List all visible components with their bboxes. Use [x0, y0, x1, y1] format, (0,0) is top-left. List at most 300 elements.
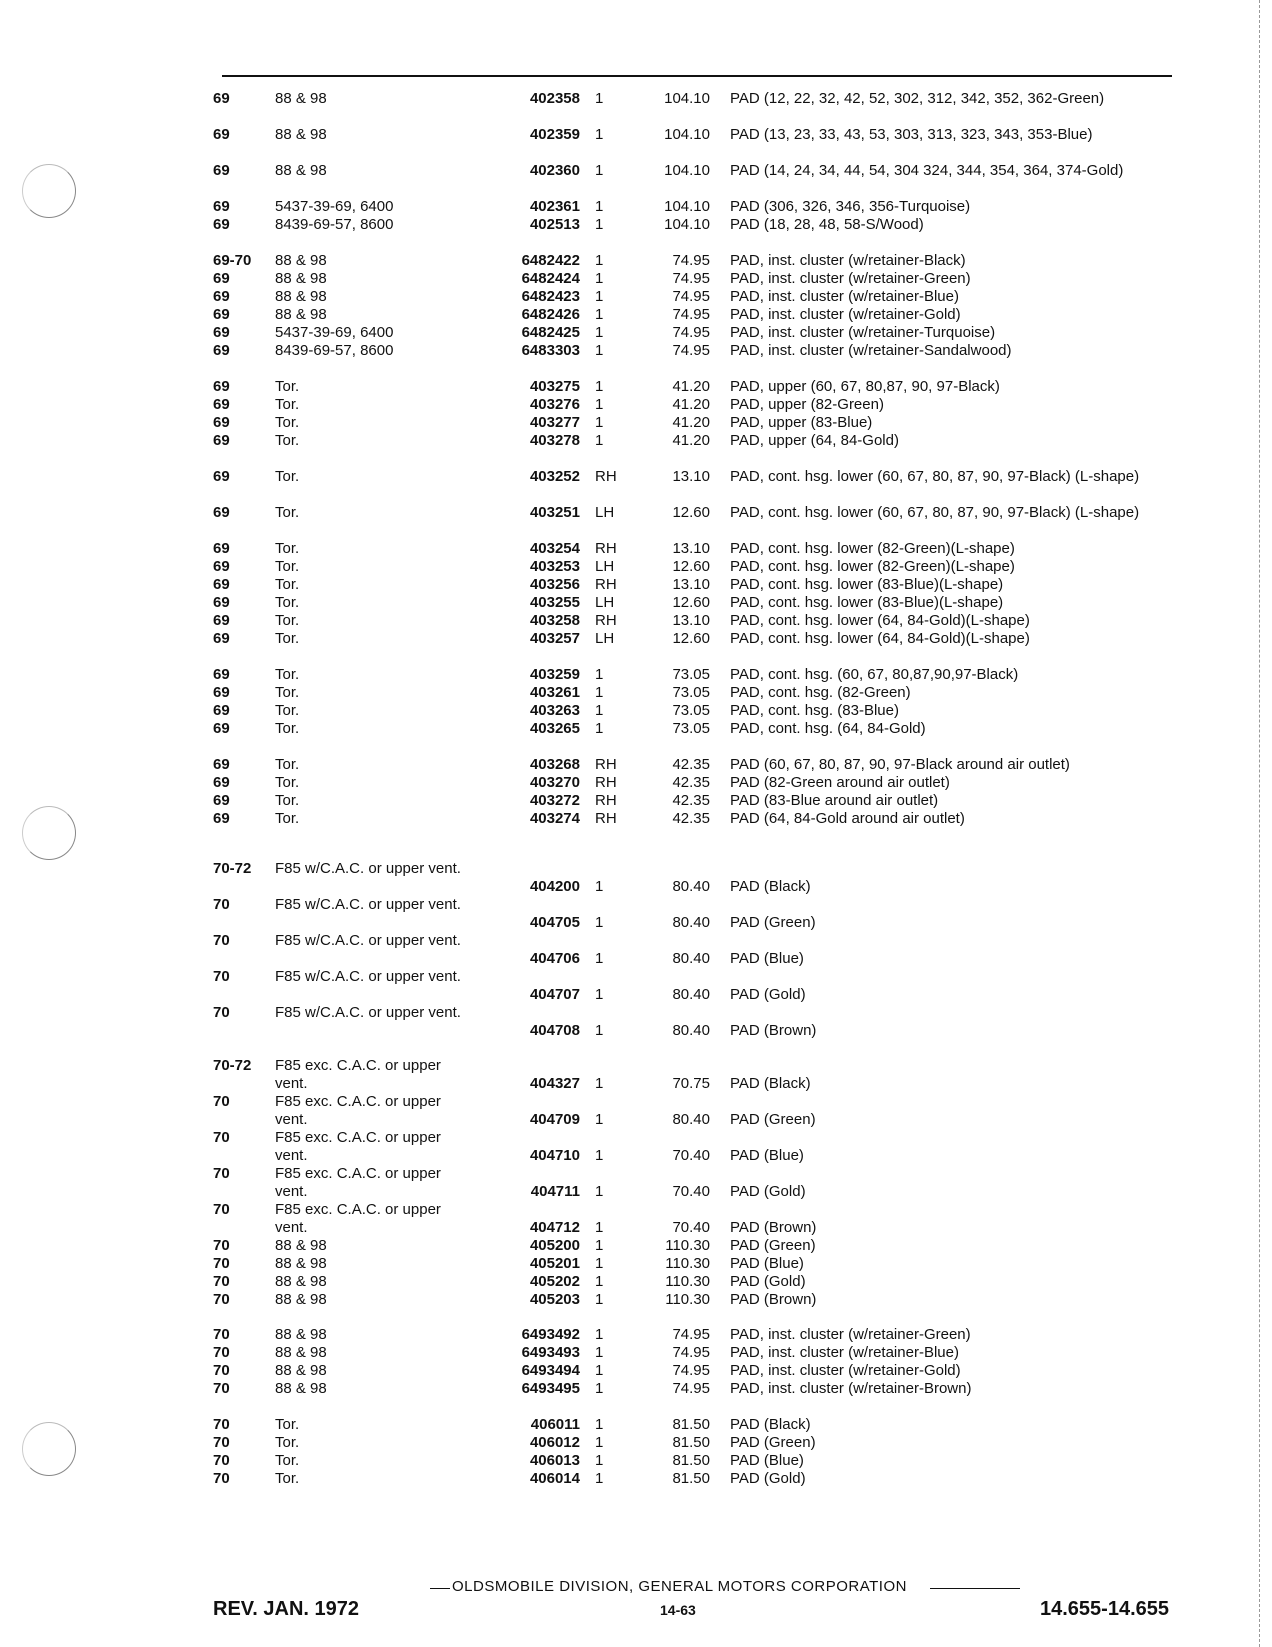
price-cell: 42.35 — [672, 810, 710, 827]
quantity-cell: RH — [595, 540, 617, 557]
year-cell: 70 — [213, 1291, 230, 1308]
part-number-cell: 404712 — [529, 1219, 580, 1236]
description-cell: PAD (Blue) — [730, 1452, 804, 1469]
part-number-cell: 403261 — [529, 684, 580, 701]
part-number-cell: 404706 — [529, 950, 580, 967]
quantity-cell: 1 — [595, 1326, 604, 1343]
table-row — [0, 1470, 1272, 1510]
year-cell: 69 — [213, 558, 230, 575]
price-cell: 70.40 — [672, 1183, 710, 1200]
quantity-cell: LH — [595, 504, 615, 521]
table-row — [0, 342, 1272, 382]
description-cell: PAD (Brown) — [730, 1291, 817, 1308]
model-cell: 8439-69-57, 8600 — [275, 216, 394, 233]
table-row — [0, 90, 1272, 130]
description-cell: PAD, upper (83-Blue) — [730, 414, 873, 431]
part-number-cell: 403254 — [529, 540, 580, 557]
model-cell: 5437-39-69, 6400 — [275, 324, 394, 341]
model-cell: 88 & 98 — [275, 1237, 327, 1254]
quantity-cell: 1 — [595, 396, 604, 413]
description-cell: PAD (306, 326, 346, 356-Turquoise) — [730, 198, 971, 215]
model-cell: Tor. — [275, 504, 300, 521]
description-cell: PAD (Green) — [730, 914, 816, 931]
model-cell: Tor. — [275, 594, 300, 611]
price-cell: 41.20 — [672, 432, 710, 449]
year-cell: 69 — [213, 576, 230, 593]
part-number-cell: 404200 — [529, 878, 580, 895]
description-cell: PAD, inst. cluster (w/retainer-Turquoise) — [730, 324, 996, 341]
description-cell: PAD (Green) — [730, 1434, 816, 1451]
year-cell: 69 — [213, 270, 230, 287]
model-cell: Tor. — [275, 702, 300, 719]
quantity-cell: 1 — [595, 1111, 604, 1128]
quantity-cell: 1 — [595, 198, 604, 215]
quantity-cell: 1 — [595, 432, 604, 449]
quantity-cell: 1 — [595, 1452, 604, 1469]
year-cell: 69 — [213, 612, 230, 629]
year-cell: 69 — [213, 702, 230, 719]
model-cell: 88 & 98 — [275, 1362, 327, 1379]
description-cell: PAD (Black) — [730, 1416, 811, 1433]
price-cell: 110.30 — [665, 1291, 710, 1308]
price-cell: 81.50 — [672, 1470, 710, 1487]
table-row — [0, 162, 1272, 202]
part-number-cell: 6483303 — [521, 342, 580, 359]
part-number-cell: 6493494 — [521, 1362, 580, 1379]
year-cell: 69 — [213, 792, 230, 809]
year-cell: 69 — [213, 594, 230, 611]
price-cell: 74.95 — [672, 324, 710, 341]
price-cell: 74.95 — [672, 252, 710, 269]
price-cell: 74.95 — [672, 1362, 710, 1379]
part-number-cell: 403277 — [529, 414, 580, 431]
model-cell: 88 & 98 — [275, 126, 327, 143]
year-cell: 69 — [213, 414, 230, 431]
description-cell: PAD, inst. cluster (w/retainer-Brown) — [730, 1380, 972, 1397]
model-cell: Tor. — [275, 378, 300, 395]
year-cell: 69 — [213, 162, 230, 179]
price-cell: 104.10 — [664, 126, 710, 143]
model-cell: Tor. — [275, 414, 300, 431]
description-cell: PAD, cont. hsg. lower (83-Blue)(L-shape) — [730, 594, 1004, 611]
price-cell: 73.05 — [672, 720, 710, 737]
price-cell: 73.05 — [672, 684, 710, 701]
model-cell: F85 exc. C.A.C. or upper vent. — [275, 1057, 441, 1092]
table-row — [0, 1093, 1272, 1133]
table-row — [0, 432, 1272, 472]
part-number-cell: 403258 — [529, 612, 580, 629]
price-cell: 42.35 — [672, 774, 710, 791]
quantity-cell: 1 — [595, 1255, 604, 1272]
table-row — [0, 1165, 1272, 1205]
footer-rule-left — [430, 1588, 450, 1589]
part-number-cell: 403259 — [529, 666, 580, 683]
description-cell: PAD, upper (64, 84-Gold) — [730, 432, 899, 449]
model-cell: F85 exc. C.A.C. or upper vent. — [275, 1129, 441, 1164]
year-cell: 70 — [213, 932, 230, 949]
model-cell: F85 w/C.A.C. or upper vent. — [275, 932, 461, 949]
description-cell: PAD (13, 23, 33, 43, 53, 303, 313, 323, 343, 353-Blue) — [730, 126, 1093, 143]
description-cell: PAD, inst. cluster (w/retainer-Black) — [730, 252, 966, 269]
part-number-cell: 403272 — [529, 792, 580, 809]
year-cell: 70 — [213, 1434, 230, 1451]
quantity-cell: 1 — [595, 950, 604, 967]
table-row — [0, 630, 1272, 670]
year-cell: 70 — [213, 1470, 230, 1487]
description-cell: PAD, cont. hsg. lower (82-Green)(L-shape) — [730, 540, 1015, 557]
description-cell: PAD (Blue) — [730, 1147, 804, 1164]
part-number-cell: 404707 — [529, 986, 580, 1003]
description-cell: PAD (Blue) — [730, 950, 804, 967]
description-cell: PAD, upper (60, 67, 80,87, 90, 97-Black) — [730, 378, 1000, 395]
description-cell: PAD (82-Green around air outlet) — [730, 774, 950, 791]
table-row — [0, 1004, 1272, 1044]
quantity-cell: RH — [595, 468, 617, 485]
part-number-cell: 405202 — [529, 1273, 580, 1290]
year-cell: 69 — [213, 396, 230, 413]
quantity-cell: 1 — [595, 666, 604, 683]
year-cell: 70 — [213, 896, 230, 913]
year-cell: 70 — [213, 1273, 230, 1290]
model-cell: Tor. — [275, 576, 300, 593]
price-cell: 80.40 — [672, 878, 710, 895]
model-cell: F85 exc. C.A.C. or upper vent. — [275, 1165, 441, 1200]
part-number-cell: 402361 — [529, 198, 580, 215]
part-number-cell: 403276 — [529, 396, 580, 413]
price-cell: 41.20 — [672, 396, 710, 413]
year-cell: 70 — [213, 1416, 230, 1433]
model-cell: 88 & 98 — [275, 1255, 327, 1272]
price-cell: 74.95 — [672, 1326, 710, 1343]
model-cell: Tor. — [275, 666, 300, 683]
part-number-cell: 403257 — [529, 630, 580, 647]
quantity-cell: 1 — [595, 162, 604, 179]
year-cell: 69 — [213, 468, 230, 485]
year-cell: 69 — [213, 90, 230, 107]
description-cell: PAD (18, 28, 48, 58-S/Wood) — [730, 216, 924, 233]
model-cell: 88 & 98 — [275, 1326, 327, 1343]
year-cell: 69 — [213, 504, 230, 521]
part-number-cell: 406013 — [529, 1452, 580, 1469]
part-number-cell: 6482425 — [521, 324, 580, 341]
quantity-cell: 1 — [595, 1416, 604, 1433]
quantity-cell: 1 — [595, 324, 604, 341]
description-cell: PAD, cont. hsg. (60, 67, 80,87,90,97-Black) — [730, 666, 1019, 683]
model-cell: 88 & 98 — [275, 1344, 327, 1361]
price-cell: 12.60 — [672, 504, 710, 521]
year-cell: 70 — [213, 1326, 230, 1343]
quantity-cell: 1 — [595, 126, 604, 143]
price-cell: 70.75 — [672, 1075, 710, 1092]
quantity-cell: RH — [595, 774, 617, 791]
quantity-cell: 1 — [595, 1273, 604, 1290]
description-cell: PAD (Brown) — [730, 1219, 817, 1236]
quantity-cell: 1 — [595, 702, 604, 719]
price-cell: 13.10 — [672, 468, 710, 485]
quantity-cell: 1 — [595, 378, 604, 395]
part-number-cell: 403256 — [529, 576, 580, 593]
year-cell: 69 — [213, 216, 230, 233]
quantity-cell: RH — [595, 576, 617, 593]
quantity-cell: RH — [595, 810, 617, 827]
year-cell: 70 — [213, 1452, 230, 1469]
part-number-cell: 6482423 — [521, 288, 580, 305]
table-row — [0, 1201, 1272, 1241]
description-cell: PAD (Blue) — [730, 1255, 804, 1272]
quantity-cell: RH — [595, 612, 617, 629]
price-cell: 104.10 — [664, 216, 710, 233]
section-reference: 14.655-14.655 — [1039, 1598, 1169, 1620]
quantity-cell: 1 — [595, 1380, 604, 1397]
model-cell: Tor. — [275, 432, 300, 449]
table-row — [0, 1380, 1272, 1420]
table-row — [0, 896, 1272, 936]
model-cell: Tor. — [275, 1452, 300, 1469]
price-cell: 80.40 — [672, 1022, 710, 1039]
description-cell: PAD (Green) — [730, 1237, 816, 1254]
quantity-cell: 1 — [595, 342, 604, 359]
quantity-cell: 1 — [595, 1470, 604, 1487]
description-cell: PAD, inst. cluster (w/retainer-Gold) — [730, 1362, 961, 1379]
year-cell: 69 — [213, 342, 230, 359]
description-cell: PAD, inst. cluster (w/retainer-Green) — [730, 1326, 971, 1343]
quantity-cell: 1 — [595, 216, 604, 233]
model-cell: F85 exc. C.A.C. or upper vent. — [275, 1093, 441, 1128]
table-row — [0, 1291, 1272, 1331]
price-cell: 81.50 — [672, 1434, 710, 1451]
price-cell: 13.10 — [672, 540, 710, 557]
year-cell: 70 — [213, 968, 230, 985]
year-cell: 70 — [213, 1004, 230, 1021]
part-number-cell: 405200 — [529, 1237, 580, 1254]
part-number-cell: 403265 — [529, 720, 580, 737]
model-cell: Tor. — [275, 756, 300, 773]
description-cell: PAD (Gold) — [730, 1183, 806, 1200]
price-cell: 80.40 — [672, 1111, 710, 1128]
description-cell: PAD (12, 22, 32, 42, 52, 302, 312, 342, 352, 362-Green) — [730, 90, 1105, 107]
model-cell: Tor. — [275, 684, 300, 701]
quantity-cell: 1 — [595, 288, 604, 305]
model-cell: Tor. — [275, 792, 300, 809]
quantity-cell: 1 — [595, 306, 604, 323]
model-cell: Tor. — [275, 774, 300, 791]
table-row — [0, 1129, 1272, 1169]
year-cell: 70 — [213, 1165, 230, 1182]
price-cell: 73.05 — [672, 666, 710, 683]
part-number-cell: 402360 — [529, 162, 580, 179]
quantity-cell: 1 — [595, 1434, 604, 1451]
year-cell: 69 — [213, 288, 230, 305]
model-cell: 88 & 98 — [275, 90, 327, 107]
price-cell: 70.40 — [672, 1219, 710, 1236]
quantity-cell: 1 — [595, 1183, 604, 1200]
model-cell: Tor. — [275, 540, 300, 557]
part-number-cell: 404705 — [529, 914, 580, 931]
price-cell: 74.95 — [672, 288, 710, 305]
description-cell: PAD, cont. hsg. lower (64, 84-Gold)(L-shape) — [730, 630, 1030, 647]
quantity-cell: LH — [595, 594, 615, 611]
part-number-cell: 6493493 — [521, 1344, 580, 1361]
part-number-cell: 403263 — [529, 702, 580, 719]
price-cell: 42.35 — [672, 756, 710, 773]
quantity-cell: 1 — [595, 1075, 604, 1092]
part-number-cell: 406014 — [529, 1470, 580, 1487]
year-cell: 70 — [213, 1344, 230, 1361]
revision-date: REV. JAN. 1972 — [213, 1598, 360, 1620]
price-cell: 13.10 — [672, 612, 710, 629]
quantity-cell: 1 — [595, 1022, 604, 1039]
part-number-cell: 403274 — [529, 810, 580, 827]
part-number-cell: 402359 — [529, 126, 580, 143]
part-number-cell: 403278 — [529, 432, 580, 449]
part-number-cell: 403275 — [529, 378, 580, 395]
price-cell: 13.10 — [672, 576, 710, 593]
description-cell: PAD (Black) — [730, 878, 811, 895]
description-cell: PAD (83-Blue around air outlet) — [730, 792, 939, 809]
table-row — [0, 810, 1272, 850]
quantity-cell: RH — [595, 756, 617, 773]
quantity-cell: LH — [595, 558, 615, 575]
model-cell: 88 & 98 — [275, 252, 327, 269]
quantity-cell: 1 — [595, 1147, 604, 1164]
description-cell: PAD, upper (82-Green) — [730, 396, 884, 413]
model-cell: F85 w/C.A.C. or upper vent. — [275, 896, 461, 913]
year-cell: 70 — [213, 1362, 230, 1379]
description-cell: PAD, cont. hsg. (82-Green) — [730, 684, 911, 701]
part-number-cell: 404711 — [530, 1183, 580, 1200]
price-cell: 104.10 — [664, 198, 710, 215]
table-row — [0, 126, 1272, 166]
part-number-cell: 403251 — [529, 504, 580, 521]
part-number-cell: 6493492 — [521, 1326, 580, 1343]
price-cell: 81.50 — [672, 1416, 710, 1433]
year-cell: 69 — [213, 540, 230, 557]
part-number-cell: 403253 — [529, 558, 580, 575]
table-row — [0, 720, 1272, 760]
model-cell: Tor. — [275, 810, 300, 827]
description-cell: PAD, inst. cluster (w/retainer-Blue) — [730, 288, 959, 305]
model-cell: Tor. — [275, 720, 300, 737]
description-cell: PAD, inst. cluster (w/retainer-Sandalwood) — [730, 342, 1012, 359]
quantity-cell: 1 — [595, 1219, 604, 1236]
quantity-cell: 1 — [595, 1291, 604, 1308]
year-cell: 69 — [213, 324, 230, 341]
model-cell: Tor. — [275, 1470, 300, 1487]
price-cell: 74.95 — [672, 1344, 710, 1361]
year-cell: 69 — [213, 432, 230, 449]
year-cell: 70 — [213, 1093, 230, 1110]
year-cell: 70 — [213, 1255, 230, 1272]
price-cell: 12.60 — [672, 558, 710, 575]
description-cell: PAD, cont. hsg. lower (82-Green)(L-shape) — [730, 558, 1015, 575]
quantity-cell: 1 — [595, 270, 604, 287]
description-cell: PAD (64, 84-Gold around air outlet) — [730, 810, 965, 827]
description-cell: PAD, cont. hsg. lower (64, 84-Gold)(L-shape) — [730, 612, 1030, 629]
part-number-cell: 403255 — [529, 594, 580, 611]
quantity-cell: 1 — [595, 1237, 604, 1254]
table-row — [0, 860, 1272, 900]
price-cell: 104.10 — [664, 90, 710, 107]
price-cell: 12.60 — [672, 630, 710, 647]
year-cell: 69 — [213, 810, 230, 827]
quantity-cell: LH — [595, 630, 615, 647]
model-cell: Tor. — [275, 1434, 300, 1451]
year-cell: 69 — [213, 378, 230, 395]
part-number-cell: 404710 — [529, 1147, 580, 1164]
description-cell: PAD, inst. cluster (w/retainer-Green) — [730, 270, 971, 287]
quantity-cell: 1 — [595, 1362, 604, 1379]
price-cell: 104.10 — [664, 162, 710, 179]
description-cell: PAD, inst. cluster (w/retainer-Gold) — [730, 306, 961, 323]
quantity-cell: 1 — [595, 986, 604, 1003]
year-cell: 69 — [213, 774, 230, 791]
table-row — [0, 932, 1272, 972]
price-cell: 81.50 — [672, 1452, 710, 1469]
year-cell: 69 — [213, 198, 230, 215]
year-cell: 70-72 — [213, 1057, 252, 1074]
table-row — [0, 968, 1272, 1008]
part-number-cell: 404327 — [529, 1075, 580, 1092]
quantity-cell: 1 — [595, 684, 604, 701]
year-cell: 70 — [213, 1201, 230, 1218]
footer-division: OLDSMOBILE DIVISION, GENERAL MOTORS CORPORATION — [452, 1578, 907, 1595]
price-cell: 74.95 — [672, 306, 710, 323]
quantity-cell: RH — [595, 792, 617, 809]
description-cell: PAD (Gold) — [730, 986, 806, 1003]
year-cell: 70 — [213, 1129, 230, 1146]
model-cell: F85 w/C.A.C. or upper vent. — [275, 968, 461, 985]
description-cell: PAD (Gold) — [730, 1273, 806, 1290]
description-cell: PAD (Gold) — [730, 1470, 806, 1487]
model-cell: 88 & 98 — [275, 270, 327, 287]
description-cell: PAD (Brown) — [730, 1022, 817, 1039]
quantity-cell: 1 — [595, 90, 604, 107]
model-cell: 8439-69-57, 8600 — [275, 342, 394, 359]
year-cell: 69 — [213, 684, 230, 701]
price-cell: 74.95 — [672, 342, 710, 359]
part-number-cell: 403268 — [529, 756, 580, 773]
part-number-cell: 406012 — [529, 1434, 580, 1451]
description-cell: PAD (14, 24, 34, 44, 54, 304 324, 344, 354, 364, 374-Gold) — [730, 162, 1124, 179]
part-number-cell: 6493495 — [521, 1380, 580, 1397]
price-cell: 42.35 — [672, 792, 710, 809]
quantity-cell: 1 — [595, 252, 604, 269]
table-row — [0, 1057, 1272, 1097]
quantity-cell: 1 — [595, 414, 604, 431]
part-number-cell: 402513 — [529, 216, 580, 233]
quantity-cell: 1 — [595, 914, 604, 931]
quantity-cell: 1 — [595, 878, 604, 895]
quantity-cell: 1 — [595, 1344, 604, 1361]
model-cell: F85 exc. C.A.C. or upper vent. — [275, 1201, 441, 1236]
price-cell: 41.20 — [672, 414, 710, 431]
description-cell: PAD, cont. hsg. lower (60, 67, 80, 87, 90, 97-Black) (L-shape) — [730, 504, 1140, 521]
price-cell: 73.05 — [672, 702, 710, 719]
year-cell: 69 — [213, 666, 230, 683]
part-number-cell: 403252 — [529, 468, 580, 485]
year-cell: 70 — [213, 1380, 230, 1397]
description-cell: PAD, cont. hsg. (64, 84-Gold) — [730, 720, 926, 737]
model-cell: 5437-39-69, 6400 — [275, 198, 394, 215]
page-number: 14-63 — [660, 1602, 696, 1618]
model-cell: 88 & 98 — [275, 1273, 327, 1290]
model-cell: Tor. — [275, 468, 300, 485]
model-cell: Tor. — [275, 630, 300, 647]
price-cell: 12.60 — [672, 594, 710, 611]
price-cell: 74.95 — [672, 270, 710, 287]
price-cell: 110.30 — [665, 1273, 710, 1290]
price-cell: 80.40 — [672, 914, 710, 931]
